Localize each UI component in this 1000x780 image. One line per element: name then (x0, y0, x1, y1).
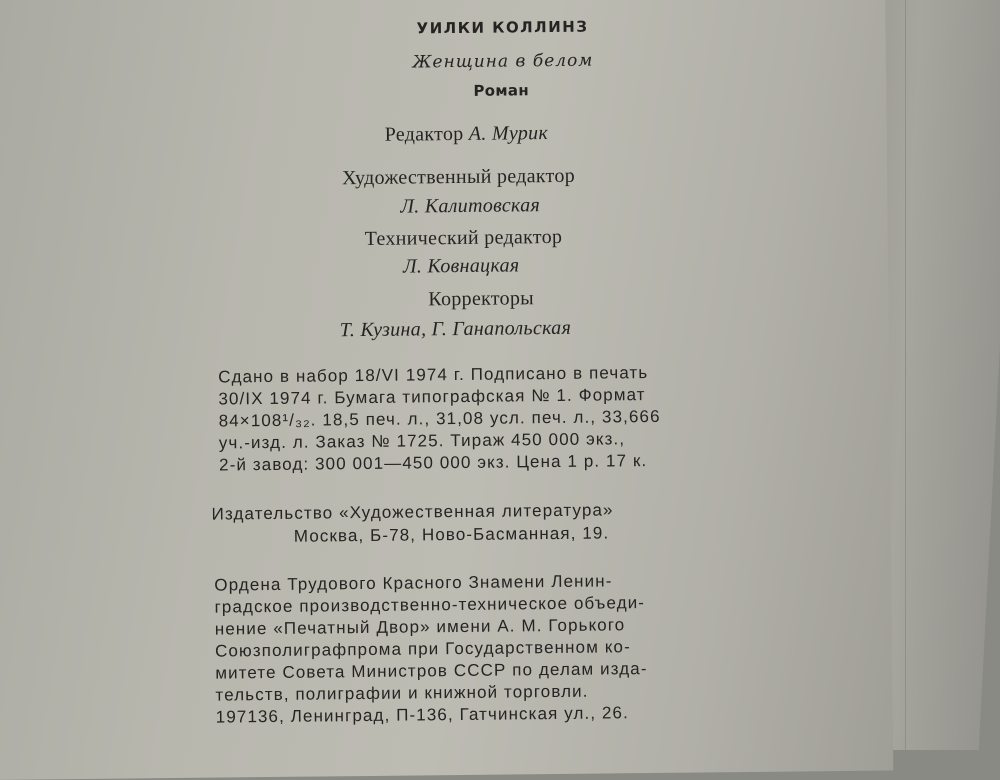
tech-editor-name: Л. Ковнацкая (402, 254, 520, 278)
printer-line: нение «Печатный Двор» имени А. М. Горького (214, 615, 626, 639)
author-name: УИЛКИ КОЛЛИНЗ (416, 17, 589, 38)
publisher-line: Издательство «Художественная литература» (211, 500, 614, 524)
print-info-line: 2-й завод: 300 001—450 000 экз. Цена 1 р. 17 к. (218, 451, 648, 475)
editor-name: А. Мурик (468, 122, 549, 145)
printer-line: Ордена Трудового Красного Знамени Ленин- (214, 571, 613, 595)
book-title: Женщина в белом (412, 50, 594, 73)
editor-credit (385, 122, 549, 147)
printer-line: 197136, Ленинград, П-136, Гатчинская ул., 26. (215, 703, 629, 727)
printer-line: тельств, полиграфии и книжной торговли. (215, 681, 589, 705)
printer-line: градское производственно-техническое объеди- (214, 593, 646, 617)
book-genre: Роман (473, 81, 530, 100)
print-info-line: уч.-изд. л. Заказ № 1725. Тираж 450 000 экз., (218, 429, 626, 453)
printer-line: митете Совета Министров СССР по делам изда- (215, 659, 648, 683)
printer-line: Союзполиграфпрома при Государственном ко- (214, 637, 631, 661)
editor-label: Редактор (384, 122, 464, 146)
art-editor-label: Художественный редактор (341, 164, 576, 190)
print-info-line: Сдано в набор 18/VI 1974 г. Подписано в печать (218, 363, 649, 387)
art-editor-name: Л. Калитовская (400, 194, 541, 218)
publisher-line: Москва, Б-78, Ново-Басманная, 19. (293, 523, 610, 546)
page-edge-line (905, 0, 906, 750)
print-info-line: 84×108¹/₃₂. 18,5 печ. л., 31,08 усл. печ. л., 33,666 (218, 406, 661, 431)
print-info-line: 30/IX 1974 г. Бумага типографская № 1. Формат (218, 385, 646, 409)
correctors-names: Т. Кузина, Г. Ганапольская (339, 316, 572, 342)
correctors-label: Корректоры (428, 287, 535, 311)
tech-editor-label: Технический редактор (364, 225, 563, 250)
